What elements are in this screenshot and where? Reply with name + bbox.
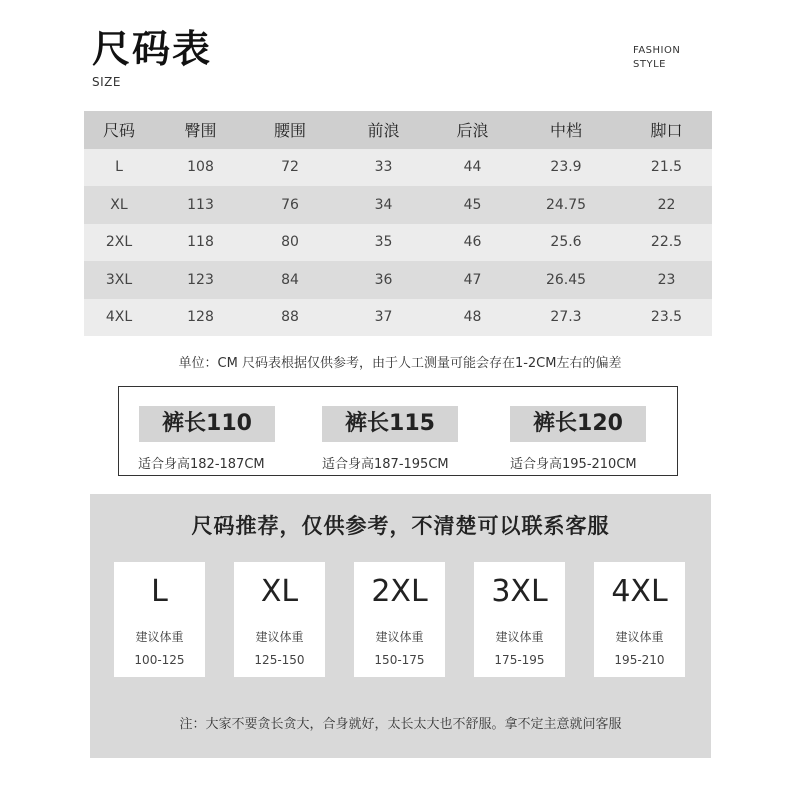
size-table-header <box>84 111 712 149</box>
table-cell: 88 <box>247 299 333 337</box>
table-cell: 34 <box>333 186 434 224</box>
length-label: 裤长110 <box>139 406 275 442</box>
card-size: XL <box>260 574 299 609</box>
table-cell: 128 <box>154 299 247 337</box>
table-cell: 26.45 <box>511 261 621 299</box>
header-cell: 尺码 <box>84 111 154 149</box>
table-cell: 4XL <box>84 299 154 337</box>
page-title: 尺码表 <box>92 27 213 71</box>
table-cell: 47 <box>434 261 511 299</box>
card-size: L <box>151 574 168 609</box>
table-cell: 22 <box>621 186 712 224</box>
length-range: 适合身高187-195CM <box>322 457 449 472</box>
table-cell: 123 <box>154 261 247 299</box>
table-cell: 45 <box>434 186 511 224</box>
card-size: 2XL <box>371 574 428 609</box>
table-cell: 108 <box>154 149 247 187</box>
size-table <box>84 111 712 336</box>
header-cell: 腰围 <box>247 111 333 149</box>
card-label: 建议体重 <box>135 630 184 644</box>
recommendation-note: 注：大家不要贪长贪大，合身就好，太长太大也不舒服。拿不定主意就问客服 <box>179 717 622 732</box>
table-cell: 113 <box>154 186 247 224</box>
table-cell: 24.75 <box>511 186 621 224</box>
table-cell: 72 <box>247 149 333 187</box>
table-cell: 36 <box>333 261 434 299</box>
table-cell: 27.3 <box>511 299 621 337</box>
table-row <box>84 149 712 187</box>
table-row <box>84 261 712 299</box>
table-cell: L <box>84 149 154 187</box>
fashion-line-2: STYLE <box>633 59 666 70</box>
table-cell: XL <box>84 186 154 224</box>
header-cell: 前浪 <box>333 111 434 149</box>
table-cell: 3XL <box>84 261 154 299</box>
table-cell: 23.9 <box>511 149 621 187</box>
table-cell: 76 <box>247 186 333 224</box>
size-card <box>234 562 325 677</box>
fashion-line-1: FASHION <box>633 45 681 56</box>
table-cell: 48 <box>434 299 511 337</box>
table-cell: 23 <box>621 261 712 299</box>
header-cell: 后浪 <box>434 111 511 149</box>
table-row <box>84 186 712 224</box>
table-cell: 22.5 <box>621 224 712 262</box>
header-cell: 脚口 <box>621 111 712 149</box>
table-cell: 80 <box>247 224 333 262</box>
card-weight-range: 100-125 <box>134 653 185 667</box>
size-card <box>114 562 205 677</box>
size-card <box>594 562 685 677</box>
table-cell: 23.5 <box>621 299 712 337</box>
card-label: 建议体重 <box>495 630 544 644</box>
size-recommendation-panel <box>90 494 711 758</box>
table-cell: 46 <box>434 224 511 262</box>
table-cell: 25.6 <box>511 224 621 262</box>
recommendation-title: 尺码推荐，仅供参考，不清楚可以联系客服 <box>191 514 610 538</box>
table-cell: 35 <box>333 224 434 262</box>
card-size: 3XL <box>491 574 548 609</box>
size-card <box>354 562 445 677</box>
table-row <box>84 224 712 262</box>
table-row <box>84 299 712 337</box>
length-label: 裤长120 <box>510 406 646 442</box>
table-cell: 2XL <box>84 224 154 262</box>
card-weight-range: 150-175 <box>374 653 425 667</box>
table-cell: 37 <box>333 299 434 337</box>
card-weight-range: 175-195 <box>494 653 545 667</box>
length-range: 适合身高195-210CM <box>510 457 637 472</box>
table-cell: 84 <box>247 261 333 299</box>
card-label: 建议体重 <box>615 630 664 644</box>
card-label: 建议体重 <box>255 630 304 644</box>
table-cell: 44 <box>434 149 511 187</box>
unit-note: 单位：CM 尺码表根据仅供参考，由于人工测量可能会存在1-2CM左右的偏差 <box>178 356 622 371</box>
header-cell: 中档 <box>511 111 621 149</box>
table-cell: 21.5 <box>621 149 712 187</box>
length-guide-box <box>118 386 678 476</box>
length-label: 裤长115 <box>322 406 458 442</box>
length-range: 适合身高182-187CM <box>138 457 265 472</box>
page-subtitle: SIZE <box>92 75 121 89</box>
card-size: 4XL <box>611 574 668 609</box>
size-card <box>474 562 565 677</box>
table-cell: 33 <box>333 149 434 187</box>
fashion-style-tag <box>633 44 680 72</box>
card-weight-range: 195-210 <box>614 653 665 667</box>
table-cell: 118 <box>154 224 247 262</box>
card-label: 建议体重 <box>375 630 424 644</box>
header-cell: 臀围 <box>154 111 247 149</box>
card-weight-range: 125-150 <box>254 653 305 667</box>
